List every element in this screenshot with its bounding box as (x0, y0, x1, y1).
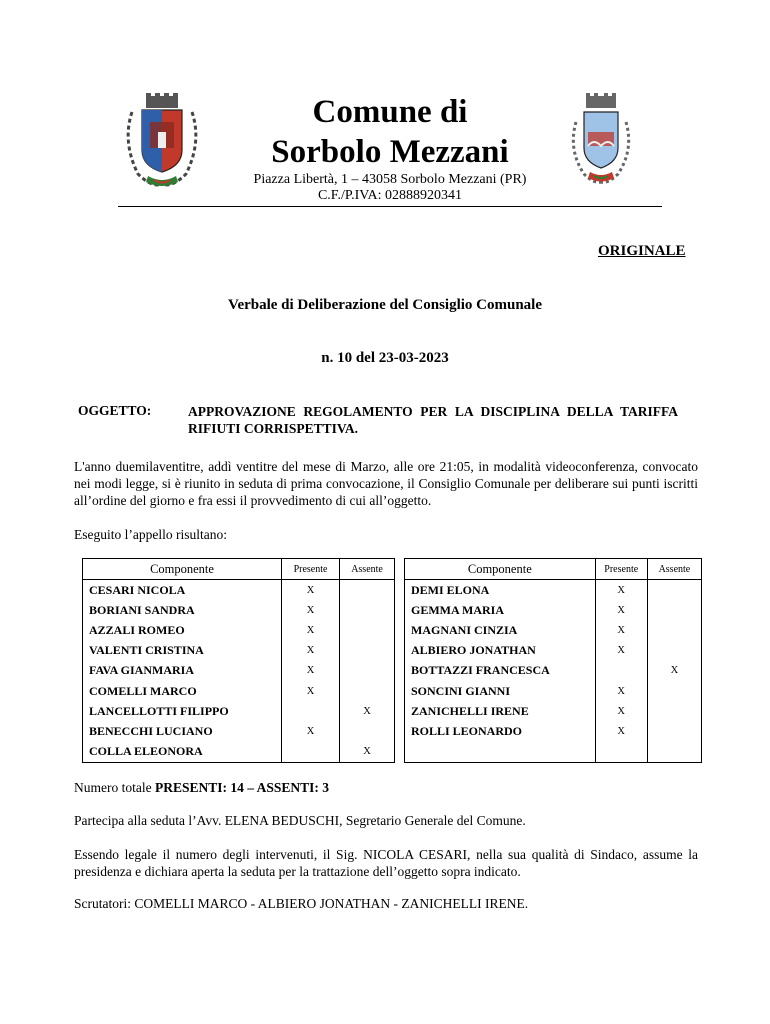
absent-mark (340, 580, 395, 601)
present-mark: X (282, 681, 340, 701)
absent-mark (647, 681, 701, 701)
absent-mark (647, 742, 701, 763)
present-mark: X (595, 681, 647, 701)
table-row (405, 701, 702, 721)
table-row (405, 721, 702, 741)
header-assente: Assente (340, 559, 395, 580)
totals-line (74, 779, 698, 796)
table-row (405, 641, 702, 661)
absent-mark (647, 721, 701, 741)
table-row (405, 742, 702, 763)
absent-mark (340, 721, 395, 741)
presidency-paragraph: Essendo legale il numero degli intervenuti, il Sig. NICOLA CESARI, nella sua qualità di Sindaco, assume la presidenza e dichiara aperta la seduta per la trattazione dell’oggetto sopra indicato. (74, 847, 698, 879)
present-mark: X (282, 721, 340, 741)
member-name: BORIANI SANDRA (83, 600, 282, 620)
absent-mark (647, 641, 701, 661)
table-row (83, 681, 395, 701)
document-title: Verbale di Deliberazione del Consiglio Comunale (227, 297, 543, 313)
totals-value: PRESENTI: 14 – ASSENTI: 3 (154, 780, 330, 795)
secretary-paragraph: Partecipa alla seduta l’Avv. ELENA BEDUSCHI, Segretario Generale del Comune. (74, 813, 526, 828)
present-mark (595, 661, 647, 681)
member-name: SONCINI GIANNI (405, 681, 596, 701)
attendance-table-right (404, 558, 702, 763)
member-name: GEMMA MARIA (405, 600, 596, 620)
member-name: DEMI ELONA (405, 580, 596, 601)
absent-mark: X (340, 701, 395, 721)
table-row (83, 641, 395, 661)
member-name (405, 742, 596, 763)
absent-mark (340, 600, 395, 620)
intro-paragraph: L'anno duemilaventitre, addì ventitre del mese di Marzo, alle ore 21:05, in modalità videoconferenza, convocato nei modi legge, si è riunito in seduta di prima convocazione, il Consiglio Comunale per deliberare sui punti iscritti all’ordine del giorno e fra essi il provvedimento di cui all’oggetto. (74, 459, 698, 508)
absent-mark (340, 681, 395, 701)
table-row (405, 681, 702, 701)
member-name: COMELLI MARCO (83, 681, 282, 701)
absent-mark (647, 580, 701, 601)
absent-mark (647, 701, 701, 721)
table-row (83, 580, 395, 601)
member-name: MAGNANI CINZIA (405, 620, 596, 640)
municipality-tax-code: C.F./P.IVA: 02888920341 (317, 188, 463, 203)
present-mark: X (595, 600, 647, 620)
header-componente: Componente (405, 559, 596, 580)
present-mark: X (595, 641, 647, 661)
absent-mark (340, 661, 395, 681)
present-mark: X (595, 580, 647, 601)
member-name: COLLA ELEONORA (83, 742, 282, 763)
present-mark: X (595, 721, 647, 741)
absent-mark: X (340, 742, 395, 763)
totals-prefix: Numero totale (74, 780, 155, 795)
table-row (405, 620, 702, 640)
present-mark (282, 742, 340, 763)
absent-mark (340, 620, 395, 640)
header-divider (118, 206, 662, 207)
absent-mark (340, 641, 395, 661)
crest-left-logo (118, 92, 206, 192)
member-name: FAVA GIANMARIA (83, 661, 282, 681)
municipality-title-line2: Sorbolo Mezzani (271, 134, 509, 170)
table-row (83, 661, 395, 681)
member-name: ZANICHELLI IRENE (405, 701, 596, 721)
present-mark: X (595, 620, 647, 640)
member-name: BENECCHI LUCIANO (83, 721, 282, 741)
table-row (405, 661, 702, 681)
absent-mark (647, 600, 701, 620)
header-presente: Presente (282, 559, 340, 580)
present-mark (595, 742, 647, 763)
header-componente: Componente (83, 559, 282, 580)
municipality-title-line1: Comune di (312, 94, 468, 130)
subject-text: APPROVAZIONE REGOLAMENTO PER LA DISCIPLINA DELLA TARIFFA RIFIUTI CORRISPETTIVA. (188, 404, 678, 436)
attendance-table-left (82, 558, 395, 763)
absent-mark: X (647, 661, 701, 681)
table-row (83, 742, 395, 763)
roll-call-text: Eseguito l’appello risultano: (74, 527, 227, 542)
member-name: VALENTI CRISTINA (83, 641, 282, 661)
present-mark: X (282, 620, 340, 640)
header-presente: Presente (595, 559, 647, 580)
present-mark: X (282, 661, 340, 681)
member-name: CESARI NICOLA (83, 580, 282, 601)
member-name: AZZALI ROMEO (83, 620, 282, 640)
table-row (405, 600, 702, 620)
present-mark: X (282, 580, 340, 601)
table-row (83, 721, 395, 741)
scrutineers-line: Scrutatori: COMELLI MARCO - ALBIERO JONATHAN - ZANICHELLI IRENE. (74, 896, 529, 911)
present-mark: X (282, 600, 340, 620)
original-stamp: ORIGINALE (598, 243, 686, 259)
table-row (83, 600, 395, 620)
table-row (405, 580, 702, 601)
table-row (83, 620, 395, 640)
crest-right-logo (566, 92, 636, 192)
present-mark (282, 701, 340, 721)
deliberation-number: n. 10 del 23-03-2023 (321, 350, 449, 366)
member-name: LANCELLOTTI FILIPPO (83, 701, 282, 721)
member-name: BOTTAZZI FRANCESCA (405, 661, 596, 681)
absent-mark (647, 620, 701, 640)
municipality-address: Piazza Libertà, 1 – 43058 Sorbolo Mezzani (PR) (253, 172, 527, 187)
subject-label: OGGETTO: (78, 403, 152, 418)
header-assente: Assente (647, 559, 701, 580)
present-mark: X (282, 641, 340, 661)
member-name: ALBIERO JONATHAN (405, 641, 596, 661)
member-name: ROLLI LEONARDO (405, 721, 596, 741)
present-mark: X (595, 701, 647, 721)
table-row (83, 701, 395, 721)
